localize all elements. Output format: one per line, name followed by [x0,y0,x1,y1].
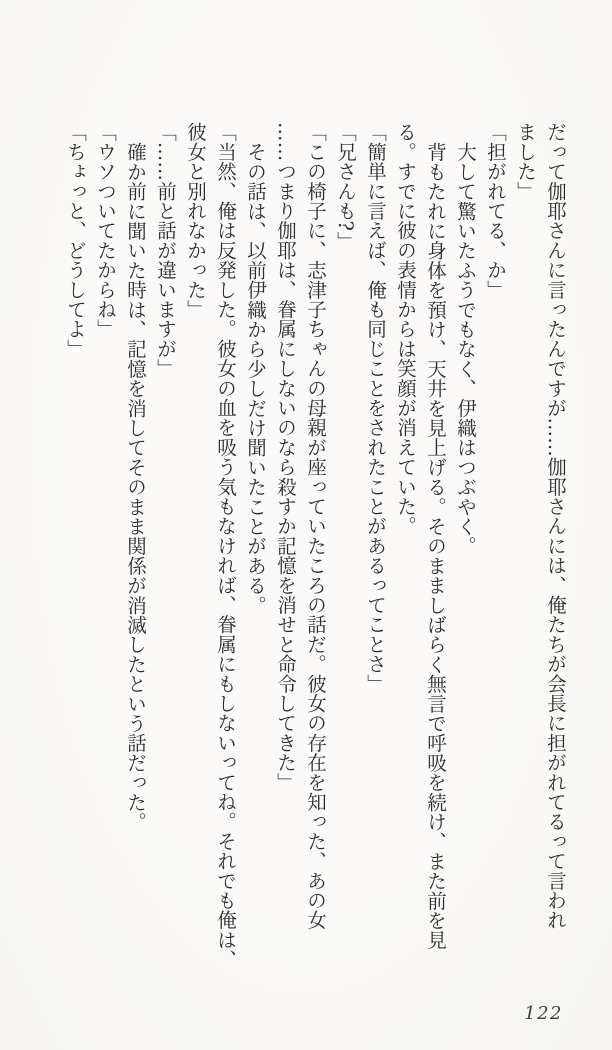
text-line: 「簡単に言えば、俺も同じことをされたことがあるってことさ」 [364,122,387,694]
text-line: 確か前に聞いた時は、記憶を消してそのまま関係が消滅したという話だった。 [124,141,147,831]
text-line: だって伽耶さんに言ったんですが……伽耶さんには、俺たちが会長に担がれてるって言われ [544,122,567,930]
page-text [60,122,570,970]
text-line: 「ウソついてたからね」 [94,122,117,339]
page-number: 122 [524,1003,563,1024]
text-line: ました」 [514,122,537,201]
text-line: 彼女と別れなかった」 [184,122,207,319]
text-line: ……つまり伽耶は、眷属にしないのなら殺すか記憶を消せと命令してきた」 [274,122,297,792]
text-line: 大して驚いたふうでもなく、伊織はつぶやく。 [454,141,477,556]
text-line: 背もたれに身体を預け、天井を見上げる。そのまましばらく無言で呼吸を続け、また前を見 [424,141,447,950]
text-line: 「当然、俺は反発した。彼女の血を吸う気もなければ、眷属にもしないってね。それでも俺は、 [214,122,237,970]
text-line: その話は、以前伊織から少しだけ聞いたことがある。 [244,141,267,615]
text-line: 「この椅子に、志津子ちゃんの母親が座っていたころの話だ。彼女の存在を知った、あの女 [304,122,327,930]
text-line: る。すでに彼の表情からは笑顔が消えていた。 [394,122,417,536]
text-line: 「……前と話が違いますが」 [154,122,177,379]
text-line: 「担がれてる、か」 [484,122,507,300]
text-line: 「兄さんも?」 [334,122,357,251]
text-line: 「ちょっと、どうしてよ」 [64,122,87,359]
